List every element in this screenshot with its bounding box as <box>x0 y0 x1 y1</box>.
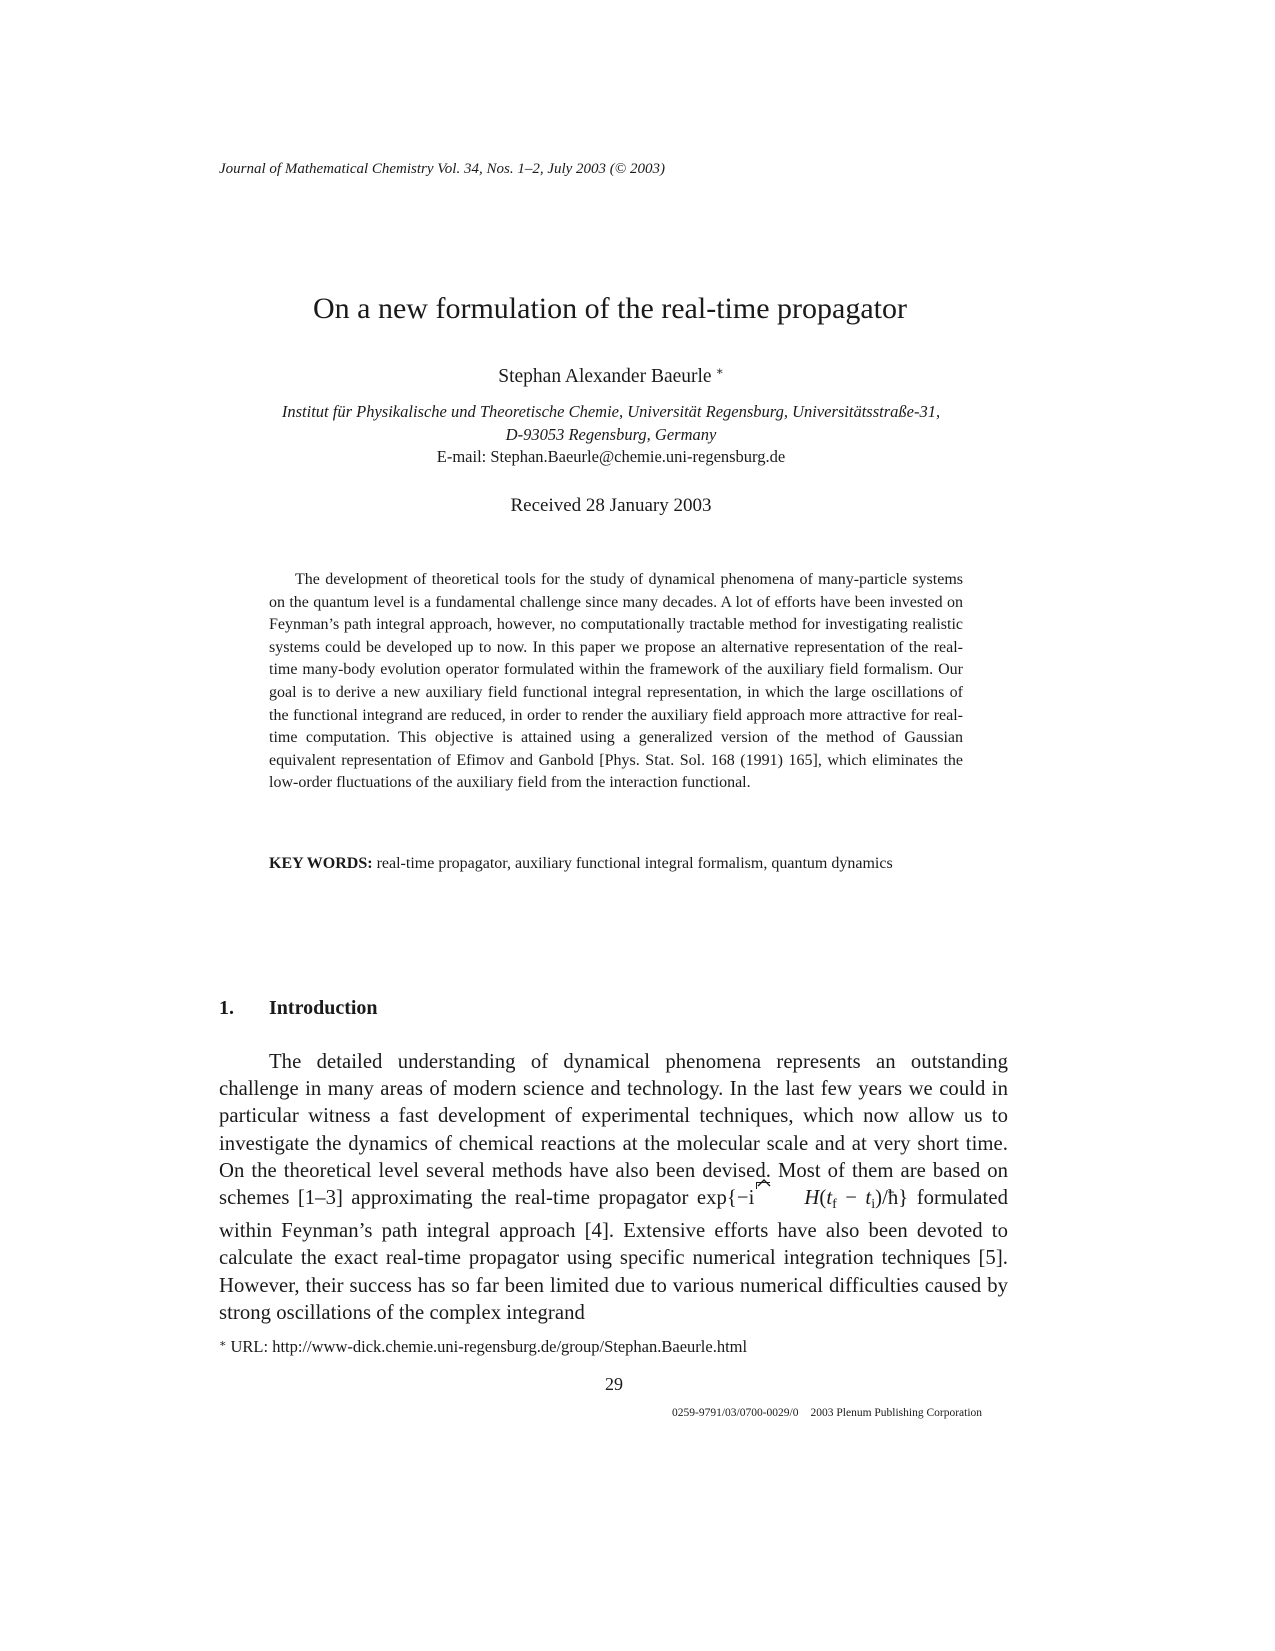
page-number: 29 <box>605 1374 623 1394</box>
hat-accent-icon <box>757 1179 771 1187</box>
operator-symbol: H <box>804 1187 820 1210</box>
keywords <box>269 853 963 876</box>
initial-subscript: i <box>871 1197 876 1213</box>
hamiltonian-operator <box>754 1185 819 1212</box>
author-email: E-mail: Stephan.Baeurle@chemie.uni-regensburg.de <box>436 447 786 466</box>
math-close: )/ħ} <box>875 1187 909 1210</box>
keywords-label: KEY WORDS: <box>269 855 373 872</box>
journal-citation: Journal of Mathematical Chemistry Vol. 34, Nos. 1–2, July 2003 (© 2003) <box>219 161 665 177</box>
author-name: Stephan Alexander Baeurle <box>498 366 712 387</box>
author-footnote-mark: ∗ <box>715 364 724 378</box>
footnote-mark: ∗ <box>219 1338 227 1350</box>
section-number: 1. <box>219 997 234 1019</box>
received-date: Received 28 January 2003 <box>510 495 712 516</box>
intro-text-after-equation: formulated within Feynman’s path integral approach [4]. Extensive efforts have also been devoted to calculate the exact real-time propagator using specific numerical integration techniques [5]. However, their success has so far been limited due to various numerical difficulties caused by strong oscillations of the complex integrand <box>219 1187 1008 1324</box>
publication-info <box>672 1407 982 1419</box>
intro-text-before-equation: The detailed understanding of dynamical phenomena represents an outstanding challenge in many areas of modern science and technology. In the last few years we could in particular witness a fast development of experimental techniques, which now allow us to investigate the dynamics of chemical reactions at the molecular scale and at very short time. On the theoretical level several methods have also been devised. Most of them are based on schemes [1–3] approximating the real-time propagator <box>219 1051 1008 1210</box>
section-title: Introduction <box>269 997 378 1019</box>
math-open-paren: ( <box>819 1187 827 1210</box>
propagator-expression <box>696 1187 909 1213</box>
math-prefix: exp{−i <box>696 1187 755 1210</box>
affiliation-line-2: D-93053 Regensburg, Germany <box>505 424 717 444</box>
affiliation <box>0 401 1222 469</box>
paper-title: On a new formulation of the real-time propagator <box>313 292 907 325</box>
time-initial-symbol: t <box>865 1187 872 1210</box>
footnote <box>219 1337 747 1357</box>
issn-code: 0259-9791/03/0700-0029/0 <box>672 1407 799 1419</box>
abstract: The development of theoretical tools for the study of dynamical phenomena of many-particle systems on the quantum level is a fundamental challenge since many decades. A lot of efforts have been invested on Feynman’s path integral approach, however, no computationally tractable method for investigating realistic systems could be developed up to now. In this paper we propose an alternative representation of the real-time many-body evolution operator formulated within the framework of the auxiliary field formalism. Our goal is to derive a new auxiliary field functional integral representation, in which the large oscillations of the functional integrand are reduced, in order to render the auxiliary field approach more attractive for real-time computation. This objective is attained using a generalized version of the method of Gaussian equivalent representation of Efimov and Ganbold [Phys. Stat. Sol. 168 (1991) 165], which eliminates the low-order fluctuations of the auxiliary field from the interaction functional. <box>269 571 963 792</box>
affiliation-line-1: Institut für Physikalische und Theoretische Chemie, Universität Regensburg, Universitätsstraße-31, <box>281 402 941 421</box>
final-subscript: f <box>832 1197 837 1213</box>
section-heading <box>219 997 378 1020</box>
keywords-text: real-time propagator, auxiliary functional integral formalism, quantum dynamics <box>376 855 893 872</box>
introduction-paragraph <box>219 1049 1008 1327</box>
footnote-url[interactable]: URL: http://www-dick.chemie.uni-regensburg.de/group/Stephan.Baeurle.html <box>230 1337 748 1356</box>
time-final-symbol: t <box>826 1187 833 1210</box>
author-line <box>0 364 1222 388</box>
publisher: 2003 Plenum Publishing Corporation <box>810 1407 983 1419</box>
math-minus: − <box>836 1187 866 1210</box>
